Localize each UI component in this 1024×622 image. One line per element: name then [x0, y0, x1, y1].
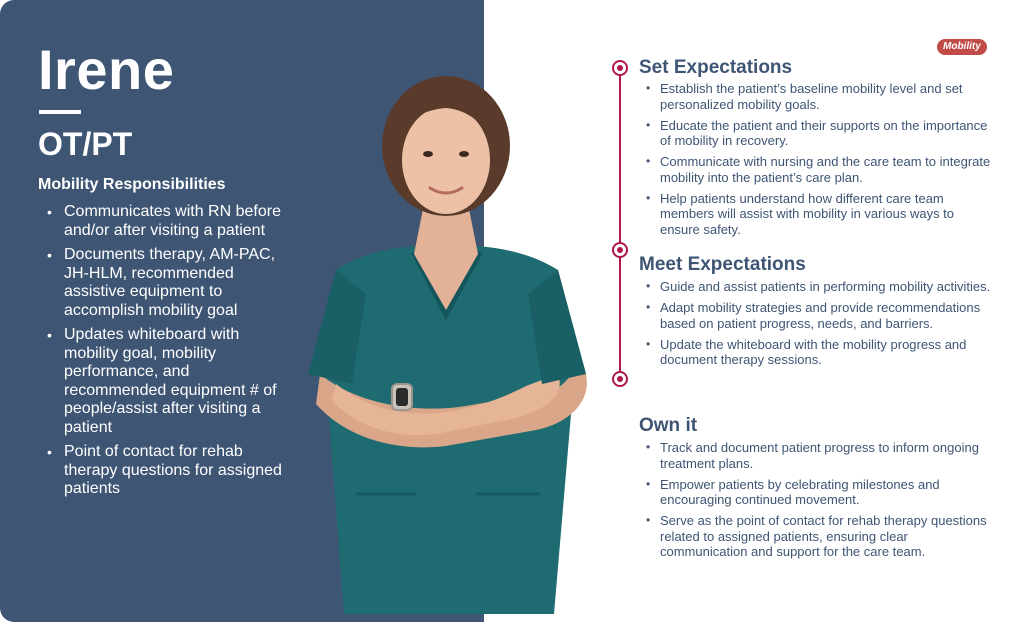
mobility-badge: Mobility — [937, 39, 987, 55]
responsibilities-list — [46, 203, 286, 505]
section-title-meet-expectations: Meet Expectations — [639, 254, 806, 275]
list-item: • Empower patients by celebrating milestones and encouraging continued movement. — [646, 477, 991, 508]
person-name: Irene — [38, 38, 175, 101]
responsibility-item: • Updates whiteboard with mobility goal, mobility performance, and recommended equipment # of people/assist after visiting a patient — [46, 326, 286, 437]
timeline-line — [619, 68, 621, 379]
timeline-dot-icon — [612, 60, 628, 76]
face — [402, 106, 490, 214]
responsibility-item: • Communicates with RN before and/or after visiting a patient — [46, 203, 286, 240]
timeline-dot-icon — [612, 242, 628, 258]
list-item: • Adapt mobility strategies and provide recommendations based on patient progress, needs, and barriers. — [646, 300, 991, 331]
section-list-meet-expectations — [646, 279, 991, 373]
list-item: • Track and document patient progress to inform ongoing treatment plans. — [646, 440, 991, 471]
section-title-own-it: Own it — [639, 415, 698, 436]
timeline-dot-icon — [612, 371, 628, 387]
list-item: • Educate the patient and their supports on the importance of mobility in recovery. — [646, 118, 991, 149]
responsibilities-title: Mobility Responsibilities — [38, 176, 226, 193]
section-list-own-it — [646, 440, 991, 565]
list-item: • Establish the patient’s baseline mobility level and set personalized mobility goals. — [646, 81, 991, 112]
responsibility-item: • Documents therapy, AM-PAC, JH-HLM, recommended assistive equipment to accomplish mobility goal — [46, 246, 286, 320]
responsibility-item: • Point of contact for rehab therapy questions for assigned patients — [46, 443, 286, 499]
section-list-set-expectations — [646, 81, 991, 243]
portrait-photo — [296, 74, 596, 622]
person-role: OT/PT — [38, 126, 133, 162]
list-item: • Serve as the point of contact for rehab therapy questions related to assigned patients, ensuring clear communication and support for the care team. — [646, 513, 991, 560]
list-item: • Help patients understand how different care team members will assist with mobility in various ways to ensure safety. — [646, 191, 991, 238]
list-item: • Guide and assist patients in performing mobility activities. — [646, 279, 991, 295]
list-item: • Update the whiteboard with the mobility progress and document therapy sessions. — [646, 337, 991, 368]
name-divider — [39, 110, 81, 114]
section-title-set-expectations: Set Expectations — [639, 57, 793, 78]
list-item: • Communicate with nursing and the care team to integrate mobility into the patient’s care plan. — [646, 154, 991, 185]
